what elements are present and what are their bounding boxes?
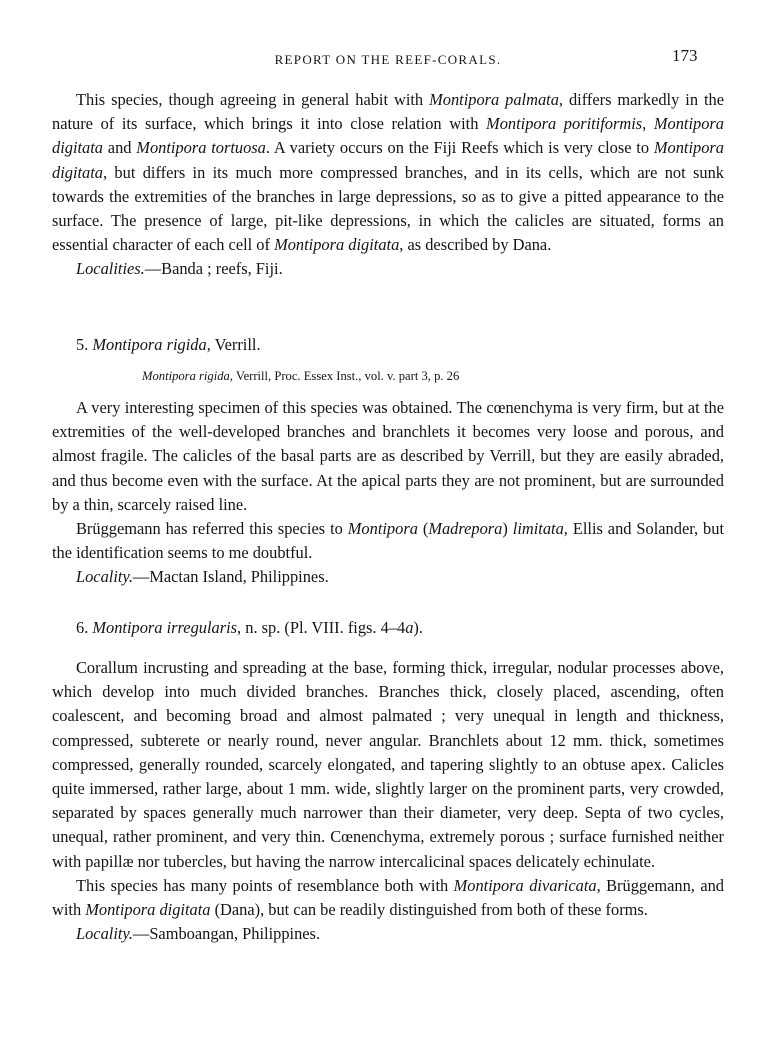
italic-run: a bbox=[405, 618, 414, 637]
italic-run: Locality. bbox=[76, 924, 133, 944]
text-run: —Mactan Island, Philippines. bbox=[132, 567, 329, 587]
text-run: , but differs in its much more compressed branches, and in its cells, which are not sunk towards the extremities of the branches in large depressions, so as to give a pitted appearance to the surface. The presence of large, pit-like depressions, in which the calicles are situated, forms an essential character of each cell of bbox=[52, 162, 724, 255]
italic-run: Montipora digitata bbox=[274, 235, 400, 255]
text-run: ( bbox=[417, 519, 429, 539]
italic-run: Montipora palmata bbox=[429, 90, 559, 109]
running-header-title: REPORT ON THE REEF-CORALS. bbox=[274, 52, 502, 67]
text-run: (Dana), but can be readily distinguished from both of these forms. bbox=[210, 900, 648, 920]
paragraph bbox=[52, 88, 724, 257]
text-run: , Brüggemann, and with bbox=[52, 875, 724, 920]
text-run: This species has many points of resemblance both with bbox=[76, 875, 454, 895]
italic-run: Montipora irregularis bbox=[92, 618, 238, 637]
text-run: A very interesting specimen of this species was obtained. The cœnenchyma is very firm, but at the extremities of the well-developed branches and branchlets it becomes very loose and porous, and almost fragile. The calicles of the basal parts are as described by Verrill, but they are easily abraded, and thus become even with the surface. At the apical parts they are not prominent, but are surrounded by a thin, scarcely raised line. bbox=[52, 398, 724, 514]
italic-run: Montipora poritiformis bbox=[486, 114, 643, 134]
paragraph bbox=[52, 874, 724, 922]
text-run: This species, though agreeing in general habit with bbox=[76, 90, 430, 109]
paragraph bbox=[52, 517, 724, 565]
text-run: ) bbox=[502, 519, 513, 539]
text-run: Corallum incrusting and spreading at the base, forming thick, irregular, nodular processes above, which develop into much divided branches. Branches thick, closely placed, ascending, often coalescent, and becoming broad and almost palmated ; very unequal in length and thickness, compressed, subterete or nearly round, never angular. Branchlets about 12 mm. thick, sometimes compressed, generally rounded, scarcely elongated, and tapering slightly to an obtuse apex. Calicles quite immersed, rather large, about 1 mm. wide, slightly larger on the prominent parts, very crowded, separated by spaces generally much narrower than their diameter, very deep. Septa of two cycles, unequal, rather prominent, and very thin. Cœnenchyma, extremely porous ; surface furnished neither with papillæ nor tubercles, but having the narrow intercalicinal spaces delicately echinulate. bbox=[52, 658, 724, 871]
text-run: , bbox=[642, 114, 654, 134]
italic-run: Montipora rigida bbox=[142, 369, 230, 383]
italic-run: Montipora rigida bbox=[92, 335, 207, 354]
text-run: . A variety occurs on the Fiji Reefs which is very close to bbox=[265, 138, 654, 158]
italic-run: Locality. bbox=[76, 567, 133, 587]
paragraph bbox=[52, 396, 724, 517]
section-species-6 bbox=[52, 656, 724, 946]
section-top bbox=[52, 88, 724, 282]
text-run: —Banda ; reefs, Fiji. bbox=[144, 259, 283, 279]
italic-run: Madrepora bbox=[428, 519, 503, 539]
species-heading-5 bbox=[76, 335, 261, 355]
italic-run: Montipora divaricata bbox=[453, 875, 597, 895]
species-heading-6 bbox=[76, 618, 423, 638]
text-run: , n. sp. (Pl. VIII. figs. 4–4 bbox=[237, 618, 406, 637]
locality-line bbox=[52, 565, 724, 589]
localities-line bbox=[52, 257, 724, 281]
italic-run: Localities. bbox=[76, 259, 145, 279]
text-run: , Verrill. bbox=[206, 335, 261, 354]
italic-run: Montipora tortuosa bbox=[136, 138, 266, 158]
italic-run: limitata bbox=[512, 519, 564, 539]
text-run: 5. bbox=[76, 335, 93, 354]
page-number: 173 bbox=[672, 46, 698, 65]
text-run: , Ellis and Solander, but the identification seems to me doubtful. bbox=[52, 519, 725, 563]
italic-run: Montipora digitata bbox=[52, 138, 724, 182]
text-run: —Samboangan, Philippines. bbox=[132, 924, 321, 944]
text-run: and bbox=[103, 138, 137, 158]
species-citation-5 bbox=[142, 369, 459, 384]
text-run: ). bbox=[413, 618, 423, 637]
locality-line bbox=[52, 922, 724, 946]
text-run: Brüggemann has referred this species to bbox=[76, 519, 348, 539]
text-run: , differs markedly in the nature of its surface, which brings it into close relation with bbox=[52, 90, 724, 134]
paragraph bbox=[52, 656, 724, 874]
text-run: , as described by Dana. bbox=[399, 235, 552, 255]
italic-run: Montipora digitata bbox=[85, 900, 211, 920]
italic-run: Montipora bbox=[347, 519, 418, 539]
text-run: , Verrill, Proc. Essex Inst., vol. v. part 3, p. 26 bbox=[229, 369, 460, 383]
italic-run: Montipora digitata bbox=[52, 114, 725, 158]
section-species-5 bbox=[52, 396, 724, 590]
text-run: 6. bbox=[76, 618, 93, 637]
